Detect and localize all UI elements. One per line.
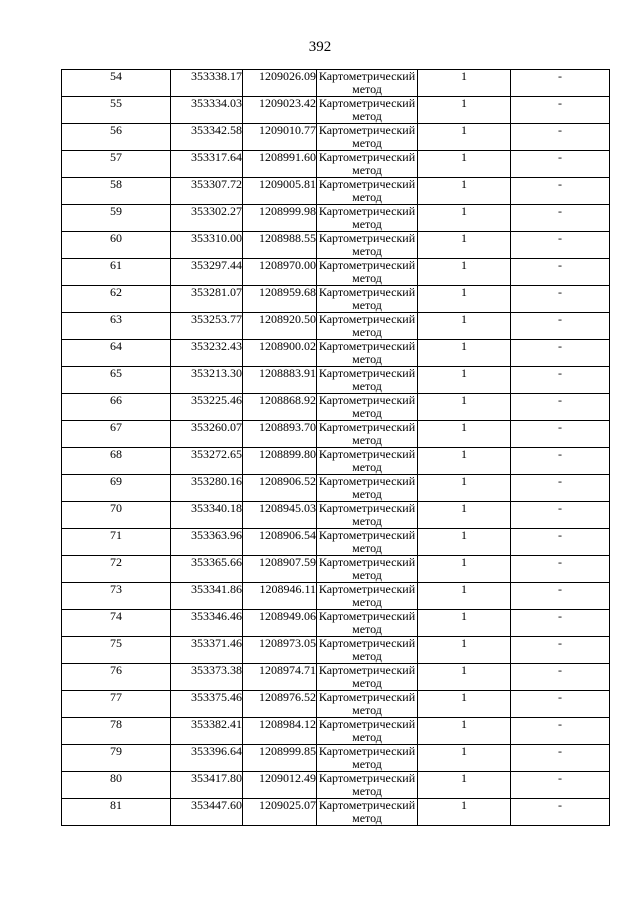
accuracy-cell: 1 [418, 610, 511, 637]
y-coordinate-cell: 1208920.50 [243, 313, 317, 340]
note-cell: - [511, 205, 610, 232]
accuracy-cell: 1 [418, 178, 511, 205]
method-cell: Картометрический метод [317, 772, 418, 799]
method-cell: Картометрический метод [317, 448, 418, 475]
note-cell: - [511, 502, 610, 529]
method-cell: Картометрический метод [317, 799, 418, 826]
note-cell: - [511, 556, 610, 583]
y-coordinate-cell: 1208949.06 [243, 610, 317, 637]
page-number: 392 [308, 39, 332, 55]
table-row [62, 70, 610, 97]
note-cell: - [511, 529, 610, 556]
table-row [62, 286, 610, 313]
table-row [62, 610, 610, 637]
x-coordinate-cell: 353253.77 [171, 313, 243, 340]
x-coordinate-cell: 353281.07 [171, 286, 243, 313]
y-coordinate-cell: 1208970.00 [243, 259, 317, 286]
accuracy-cell: 1 [418, 340, 511, 367]
x-coordinate-cell: 353371.46 [171, 637, 243, 664]
table-row [62, 799, 610, 826]
table-row [62, 124, 610, 151]
note-cell: - [511, 124, 610, 151]
method-cell: Картометрический метод [317, 178, 418, 205]
accuracy-cell: 1 [418, 718, 511, 745]
table-row [62, 367, 610, 394]
y-coordinate-cell: 1208883.91 [243, 367, 317, 394]
accuracy-cell: 1 [418, 502, 511, 529]
table-row [62, 259, 610, 286]
point-number-cell: 68 [62, 448, 171, 475]
point-number-cell: 76 [62, 664, 171, 691]
table-row [62, 529, 610, 556]
point-number-cell: 71 [62, 529, 171, 556]
table-row [62, 394, 610, 421]
y-coordinate-cell: 1209010.77 [243, 124, 317, 151]
table-row [62, 502, 610, 529]
point-number-cell: 65 [62, 367, 171, 394]
table-row [62, 583, 610, 610]
point-number-cell: 69 [62, 475, 171, 502]
method-cell: Картометрический метод [317, 718, 418, 745]
y-coordinate-cell: 1209023.42 [243, 97, 317, 124]
point-number-cell: 73 [62, 583, 171, 610]
x-coordinate-cell: 353232.43 [171, 340, 243, 367]
x-coordinate-cell: 353363.96 [171, 529, 243, 556]
method-cell: Картометрический метод [317, 232, 418, 259]
x-coordinate-cell: 353417.80 [171, 772, 243, 799]
note-cell: - [511, 772, 610, 799]
note-cell: - [511, 664, 610, 691]
note-cell: - [511, 313, 610, 340]
accuracy-cell: 1 [418, 799, 511, 826]
table-row [62, 340, 610, 367]
method-cell: Картометрический метод [317, 583, 418, 610]
x-coordinate-cell: 353338.17 [171, 70, 243, 97]
point-number-cell: 63 [62, 313, 171, 340]
y-coordinate-cell: 1208999.85 [243, 745, 317, 772]
note-cell: - [511, 610, 610, 637]
note-cell: - [511, 394, 610, 421]
method-cell: Картометрический метод [317, 394, 418, 421]
table-row [62, 691, 610, 718]
method-cell: Картометрический метод [317, 286, 418, 313]
note-cell: - [511, 583, 610, 610]
note-cell: - [511, 259, 610, 286]
table-row [62, 421, 610, 448]
point-number-cell: 66 [62, 394, 171, 421]
table-row [62, 97, 610, 124]
x-coordinate-cell: 353225.46 [171, 394, 243, 421]
table-row [62, 745, 610, 772]
point-number-cell: 57 [62, 151, 171, 178]
method-cell: Картометрический метод [317, 70, 418, 97]
note-cell: - [511, 637, 610, 664]
accuracy-cell: 1 [418, 448, 511, 475]
method-cell: Картометрический метод [317, 664, 418, 691]
point-number-cell: 59 [62, 205, 171, 232]
table-row [62, 178, 610, 205]
x-coordinate-cell: 353297.44 [171, 259, 243, 286]
point-number-cell: 58 [62, 178, 171, 205]
coordinates-table [61, 69, 610, 826]
method-cell: Картометрический метод [317, 637, 418, 664]
method-cell: Картометрический метод [317, 367, 418, 394]
method-cell: Картометрический метод [317, 691, 418, 718]
note-cell: - [511, 745, 610, 772]
note-cell: - [511, 178, 610, 205]
accuracy-cell: 1 [418, 394, 511, 421]
point-number-cell: 77 [62, 691, 171, 718]
y-coordinate-cell: 1208906.54 [243, 529, 317, 556]
x-coordinate-cell: 353260.07 [171, 421, 243, 448]
x-coordinate-cell: 353342.58 [171, 124, 243, 151]
y-coordinate-cell: 1208945.03 [243, 502, 317, 529]
x-coordinate-cell: 353365.66 [171, 556, 243, 583]
method-cell: Картометрический метод [317, 502, 418, 529]
note-cell: - [511, 421, 610, 448]
x-coordinate-cell: 353334.03 [171, 97, 243, 124]
point-number-cell: 80 [62, 772, 171, 799]
point-number-cell: 61 [62, 259, 171, 286]
note-cell: - [511, 367, 610, 394]
accuracy-cell: 1 [418, 772, 511, 799]
point-number-cell: 74 [62, 610, 171, 637]
y-coordinate-cell: 1208959.68 [243, 286, 317, 313]
x-coordinate-cell: 353310.00 [171, 232, 243, 259]
x-coordinate-cell: 353346.46 [171, 610, 243, 637]
point-number-cell: 67 [62, 421, 171, 448]
method-cell: Картометрический метод [317, 313, 418, 340]
x-coordinate-cell: 353373.38 [171, 664, 243, 691]
method-cell: Картометрический метод [317, 205, 418, 232]
point-number-cell: 56 [62, 124, 171, 151]
note-cell: - [511, 340, 610, 367]
y-coordinate-cell: 1209005.81 [243, 178, 317, 205]
note-cell: - [511, 718, 610, 745]
note-cell: - [511, 232, 610, 259]
point-number-cell: 70 [62, 502, 171, 529]
accuracy-cell: 1 [418, 232, 511, 259]
table-row [62, 448, 610, 475]
method-cell: Картометрический метод [317, 421, 418, 448]
accuracy-cell: 1 [418, 745, 511, 772]
accuracy-cell: 1 [418, 367, 511, 394]
method-cell: Картометрический метод [317, 745, 418, 772]
y-coordinate-cell: 1208988.55 [243, 232, 317, 259]
coordinates-table-body [62, 70, 610, 826]
point-number-cell: 75 [62, 637, 171, 664]
table-row [62, 772, 610, 799]
accuracy-cell: 1 [418, 124, 511, 151]
accuracy-cell: 1 [418, 205, 511, 232]
accuracy-cell: 1 [418, 421, 511, 448]
point-number-cell: 64 [62, 340, 171, 367]
accuracy-cell: 1 [418, 286, 511, 313]
point-number-cell: 78 [62, 718, 171, 745]
method-cell: Картометрический метод [317, 529, 418, 556]
note-cell: - [511, 448, 610, 475]
accuracy-cell: 1 [418, 97, 511, 124]
note-cell: - [511, 799, 610, 826]
note-cell: - [511, 97, 610, 124]
table-row [62, 205, 610, 232]
x-coordinate-cell: 353375.46 [171, 691, 243, 718]
y-coordinate-cell: 1209026.09 [243, 70, 317, 97]
point-number-cell: 55 [62, 97, 171, 124]
table-row [62, 151, 610, 178]
table-row [62, 637, 610, 664]
table-row [62, 313, 610, 340]
accuracy-cell: 1 [418, 313, 511, 340]
y-coordinate-cell: 1208893.70 [243, 421, 317, 448]
note-cell: - [511, 475, 610, 502]
method-cell: Картометрический метод [317, 259, 418, 286]
x-coordinate-cell: 353396.64 [171, 745, 243, 772]
note-cell: - [511, 151, 610, 178]
y-coordinate-cell: 1208974.71 [243, 664, 317, 691]
y-coordinate-cell: 1208906.52 [243, 475, 317, 502]
accuracy-cell: 1 [418, 151, 511, 178]
y-coordinate-cell: 1208999.98 [243, 205, 317, 232]
accuracy-cell: 1 [418, 664, 511, 691]
y-coordinate-cell: 1208973.05 [243, 637, 317, 664]
point-number-cell: 62 [62, 286, 171, 313]
method-cell: Картометрический метод [317, 610, 418, 637]
x-coordinate-cell: 353307.72 [171, 178, 243, 205]
accuracy-cell: 1 [418, 691, 511, 718]
method-cell: Картометрический метод [317, 475, 418, 502]
note-cell: - [511, 691, 610, 718]
method-cell: Картометрический метод [317, 97, 418, 124]
y-coordinate-cell: 1208907.59 [243, 556, 317, 583]
method-cell: Картометрический метод [317, 556, 418, 583]
point-number-cell: 72 [62, 556, 171, 583]
point-number-cell: 81 [62, 799, 171, 826]
accuracy-cell: 1 [418, 70, 511, 97]
y-coordinate-cell: 1209025.07 [243, 799, 317, 826]
accuracy-cell: 1 [418, 556, 511, 583]
table-row [62, 664, 610, 691]
x-coordinate-cell: 353340.18 [171, 502, 243, 529]
accuracy-cell: 1 [418, 583, 511, 610]
note-cell: - [511, 70, 610, 97]
y-coordinate-cell: 1208984.12 [243, 718, 317, 745]
accuracy-cell: 1 [418, 529, 511, 556]
x-coordinate-cell: 353317.64 [171, 151, 243, 178]
x-coordinate-cell: 353213.30 [171, 367, 243, 394]
y-coordinate-cell: 1208868.92 [243, 394, 317, 421]
y-coordinate-cell: 1209012.49 [243, 772, 317, 799]
accuracy-cell: 1 [418, 475, 511, 502]
table-row [62, 475, 610, 502]
method-cell: Картометрический метод [317, 124, 418, 151]
point-number-cell: 79 [62, 745, 171, 772]
y-coordinate-cell: 1208946.11 [243, 583, 317, 610]
x-coordinate-cell: 353272.65 [171, 448, 243, 475]
y-coordinate-cell: 1208991.60 [243, 151, 317, 178]
x-coordinate-cell: 353447.60 [171, 799, 243, 826]
table-row [62, 556, 610, 583]
y-coordinate-cell: 1208900.02 [243, 340, 317, 367]
method-cell: Картометрический метод [317, 340, 418, 367]
table-row [62, 718, 610, 745]
y-coordinate-cell: 1208899.80 [243, 448, 317, 475]
x-coordinate-cell: 353302.27 [171, 205, 243, 232]
point-number-cell: 54 [62, 70, 171, 97]
method-cell: Картометрический метод [317, 151, 418, 178]
table-row [62, 232, 610, 259]
x-coordinate-cell: 353280.16 [171, 475, 243, 502]
note-cell: - [511, 286, 610, 313]
x-coordinate-cell: 353382.41 [171, 718, 243, 745]
accuracy-cell: 1 [418, 637, 511, 664]
point-number-cell: 60 [62, 232, 171, 259]
x-coordinate-cell: 353341.86 [171, 583, 243, 610]
accuracy-cell: 1 [418, 259, 511, 286]
y-coordinate-cell: 1208976.52 [243, 691, 317, 718]
